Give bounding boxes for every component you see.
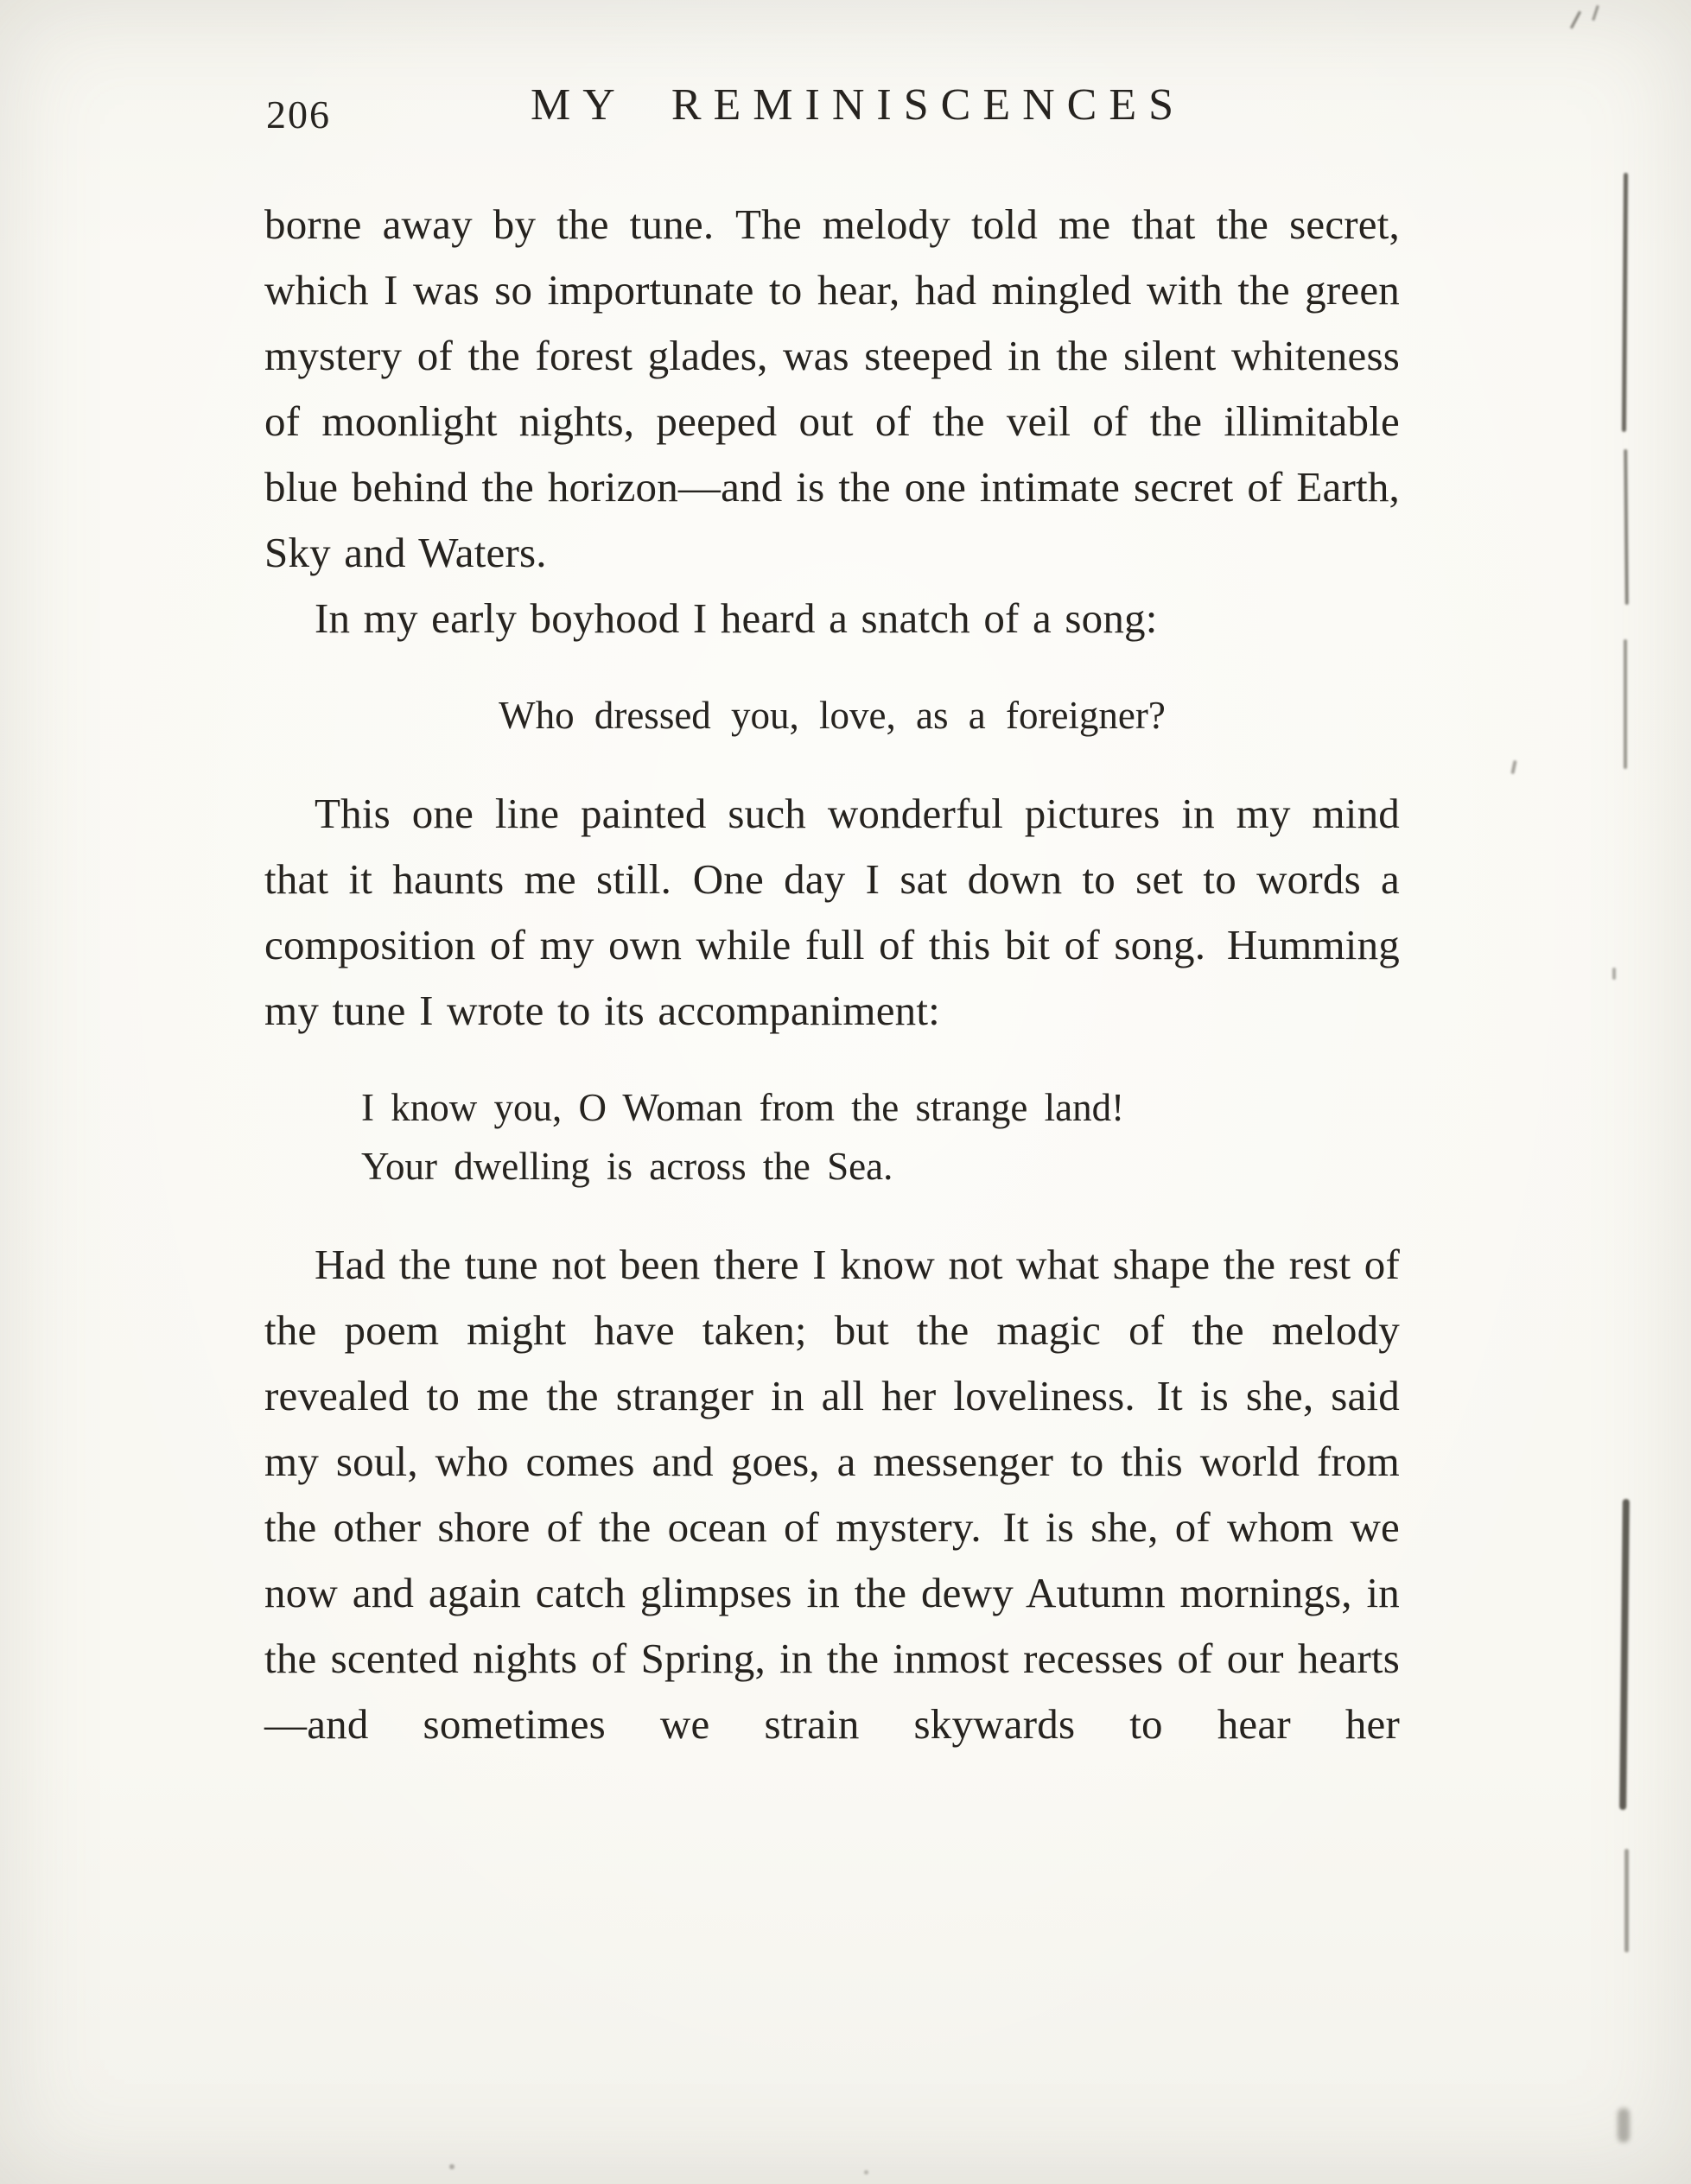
paragraph: This one line painted such wonderful pictures in my mind that it haunts me still. One day I sat down to set to words a composition of my own while full of this bit of song. Humming my tune I wrote to its accompaniment: bbox=[264, 790, 1400, 1034]
verse bbox=[264, 686, 1400, 745]
scan-artifact bbox=[864, 2170, 868, 2174]
scan-artifact bbox=[1619, 1499, 1630, 1810]
running-title: MY REMINISCENCES bbox=[530, 80, 1186, 130]
scan-artifact bbox=[1624, 449, 1629, 605]
scan-artifact bbox=[1570, 11, 1581, 29]
verse bbox=[361, 1078, 1400, 1196]
verse-line: I know you, O Woman from the strange land! bbox=[361, 1086, 1125, 1129]
text-block bbox=[264, 192, 1400, 1757]
page-header bbox=[264, 79, 1400, 147]
paragraph: In my early boyhood I heard a snatch of a song: bbox=[315, 594, 1158, 642]
scan-artifact bbox=[1612, 968, 1616, 980]
scan-artifact bbox=[1618, 2108, 1630, 2143]
paragraph: borne away by the tune. The melody told me that the secret, which I was so importunate to hear, had mingled with the green mystery of the forest glades, was steeped in the silent whiteness of moonlight nights, peeped out of the veil of the illimitable blue behind the horizon—and is the one intimate secret of Earth, Sky and Waters. bbox=[264, 200, 1400, 576]
scan-artifact bbox=[449, 2164, 455, 2169]
scan-artifact bbox=[1510, 760, 1516, 774]
scan-artifact bbox=[1592, 5, 1599, 21]
scan-artifact bbox=[1622, 173, 1628, 432]
page-number: 206 bbox=[266, 92, 331, 136]
scan-artifact bbox=[1624, 639, 1627, 769]
paragraph: Had the tune not been there I know not what shape the rest of the poem might have taken; but the magic of the melody revealed to me the stranger in all her loveliness. It is she, said my soul, who comes and goes, a messenger to this world from the other shore of the ocean of mystery. It is she, of whom we now and again catch glimpses in the dewy Autumn mornings, in the scented nights of Spring, in the inmost recesses of our hearts—and sometimes we strain skywards to hear her bbox=[264, 1241, 1400, 1748]
verse-line: Your dwelling is across the Sea. bbox=[361, 1145, 893, 1188]
verse-line: Who dressed you, love, as a foreigner? bbox=[499, 694, 1166, 737]
scan-artifact bbox=[1624, 1849, 1629, 1952]
